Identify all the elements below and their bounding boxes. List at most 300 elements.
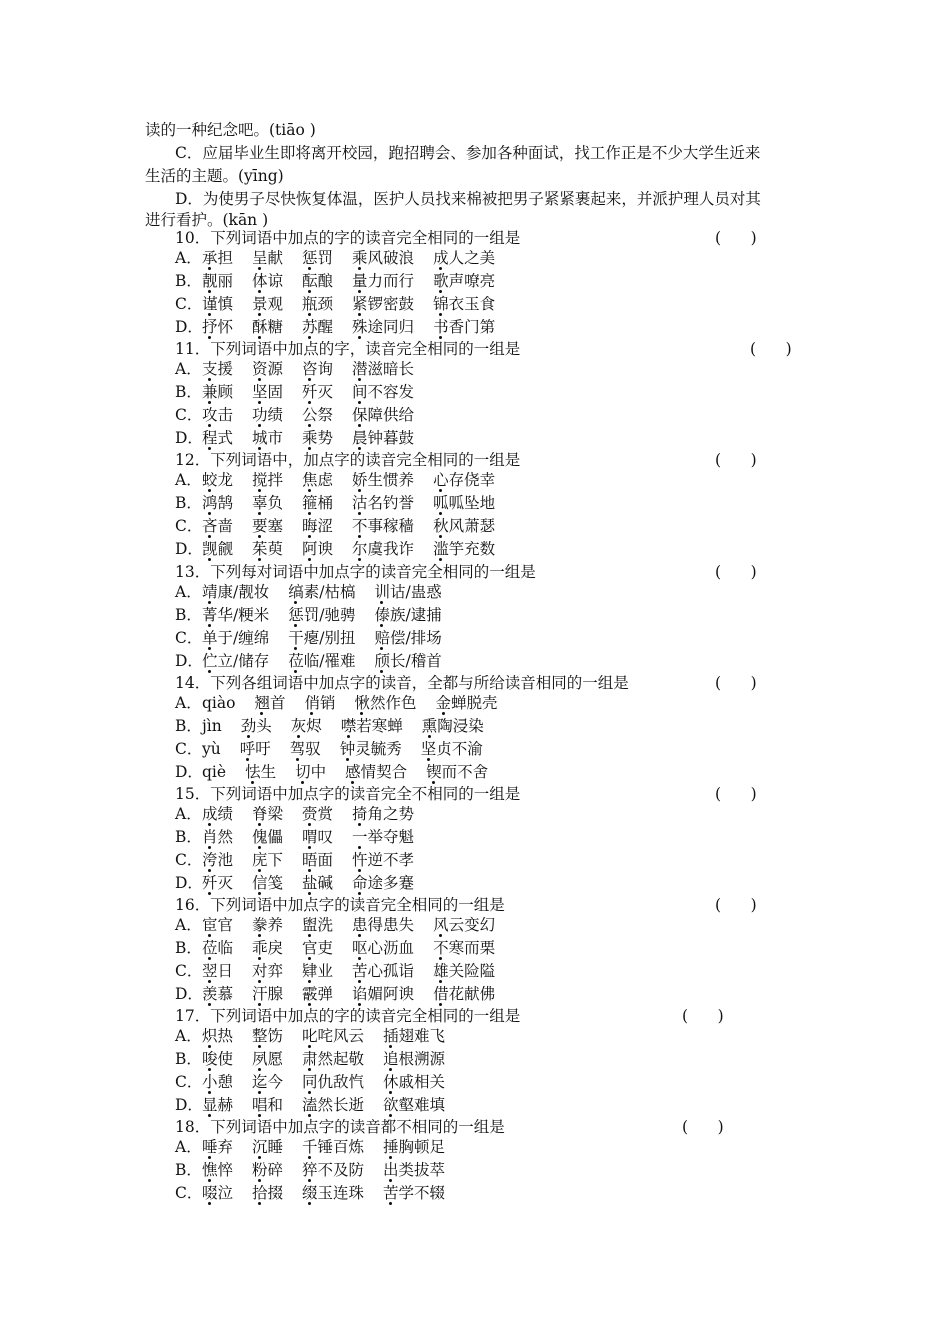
answer-blank[interactable]: ( ) <box>682 1118 724 1136</box>
emphasis-dot <box>296 758 299 761</box>
emphasis-dot <box>439 489 442 492</box>
option-word: 靖康/靓妆 <box>202 582 269 602</box>
emphasis-dot <box>258 1156 261 1159</box>
option-word: 庑下 <box>252 850 283 870</box>
emphasis-dot <box>258 558 261 561</box>
emphasis-dot <box>308 1202 311 1205</box>
option-row <box>175 428 433 450</box>
option-word: 支援 <box>202 359 233 379</box>
emphasis-dot <box>208 823 211 826</box>
question-title: 10．下列词语中加点的字的读音完全相同的一组是 <box>175 229 521 247</box>
option-word: 掎角之势 <box>352 804 414 824</box>
option-word: 呼吁 <box>240 739 271 759</box>
option-row <box>175 1137 464 1159</box>
option-word: 训诂/蛊惑 <box>374 582 441 602</box>
question-title: 13．下列每对词语中加点字的读音完全相同的一组是 <box>175 563 536 581</box>
answer-blank[interactable]: ( ) <box>715 674 757 692</box>
option-word: 攻击 <box>202 405 233 425</box>
option-row <box>175 873 433 895</box>
option-word: 颀长/稽首 <box>374 651 441 671</box>
emphasis-dot <box>308 1068 311 1071</box>
option-letter: C． <box>175 517 203 535</box>
option-word: 殊途同归 <box>352 317 414 337</box>
option-row <box>175 651 461 673</box>
intro-line: 生活的主题。(yīng) <box>145 167 284 185</box>
option-letter: C． <box>175 295 203 313</box>
emphasis-dot <box>258 424 261 427</box>
option-word: 豢养 <box>252 915 283 935</box>
option-letter: D． <box>175 985 203 1003</box>
option-letter: C． <box>175 962 203 980</box>
option-word: 沽名钓誉 <box>352 493 414 513</box>
option-word: 肃然起敬 <box>302 1049 364 1069</box>
answer-blank[interactable]: ( ) <box>715 563 757 581</box>
question-title: 17．下列词语中加点的字的读音完全相同的一组是 <box>175 1007 521 1025</box>
option-word: 唆使 <box>202 1049 233 1069</box>
option-row <box>175 1095 464 1117</box>
option-letter: B． <box>175 1161 202 1179</box>
option-word: 体谅 <box>252 271 283 291</box>
option-word: 乘风破浪 <box>352 248 414 268</box>
emphasis-dot <box>358 823 361 826</box>
emphasis-dot <box>442 712 445 715</box>
emphasis-dot <box>208 424 211 427</box>
emphasis-dot <box>427 758 430 761</box>
emphasis-dot <box>308 424 311 427</box>
option-word: 雄关险隘 <box>433 961 495 981</box>
option-word: 命途多蹇 <box>352 873 414 893</box>
option-word: 吝啬 <box>202 516 233 536</box>
emphasis-dot <box>439 980 442 983</box>
option-word: 心存侥幸 <box>433 470 495 490</box>
option-row <box>175 582 461 604</box>
option-word: 熏陶浸染 <box>422 716 484 736</box>
option-word: 患得患失 <box>352 915 414 935</box>
option-word: 夙愿 <box>252 1049 283 1069</box>
option-word: 茱萸 <box>252 539 283 559</box>
option-word: 保障供给 <box>352 405 414 425</box>
emphasis-dot <box>389 1045 392 1048</box>
emphasis-dot <box>258 489 261 492</box>
question-title: 11．下列词语中加点的字，读音完全相同的一组是 <box>175 340 521 358</box>
option-word: 滥竽充数 <box>433 539 495 559</box>
option-row <box>175 539 514 561</box>
emphasis-dot <box>258 290 261 293</box>
option-word: 谨慎 <box>202 294 233 314</box>
option-word: 一举夺魁 <box>352 827 414 847</box>
option-word: 噤若寒蝉 <box>341 716 403 736</box>
option-row <box>175 804 433 826</box>
option-row <box>175 1072 464 1094</box>
emphasis-dot <box>308 1045 311 1048</box>
option-word: 书香门第 <box>433 317 495 337</box>
option-letter: A． <box>175 1027 202 1045</box>
emphasis-dot <box>208 647 211 650</box>
emphasis-dot <box>389 1068 392 1071</box>
option-word: 城市 <box>252 428 283 448</box>
emphasis-dot <box>208 558 211 561</box>
option-word: 呱呱坠地 <box>433 493 495 513</box>
emphasis-dot <box>208 313 211 316</box>
question-title: 15．下列词语中加点字的读音完全不相同的一组是 <box>175 785 521 803</box>
option-letter: A． <box>175 360 202 378</box>
emphasis-dot <box>258 957 261 960</box>
emphasis-dot <box>258 267 261 270</box>
answer-blank[interactable]: ( ) <box>715 896 757 914</box>
option-word: 翌日 <box>202 961 233 981</box>
option-letter: A． <box>175 916 202 934</box>
option-word: 莅临/罹难 <box>288 651 355 671</box>
option-word: 晦涩 <box>302 516 333 536</box>
emphasis-dot <box>308 290 311 293</box>
emphasis-dot <box>439 558 442 561</box>
emphasis-dot <box>358 957 361 960</box>
emphasis-dot <box>358 558 361 561</box>
emphasis-dot <box>258 869 261 872</box>
option-row <box>175 359 433 381</box>
emphasis-dot <box>208 535 211 538</box>
option-word: 唾弃 <box>202 1137 233 1157</box>
emphasis-dot <box>380 647 383 650</box>
option-word: 赍赏 <box>302 804 333 824</box>
option-row <box>175 470 514 492</box>
option-word: 兼顾 <box>202 382 233 402</box>
emphasis-dot <box>258 1045 261 1048</box>
option-word: 洿池 <box>202 850 233 870</box>
option-word: 风云变幻 <box>433 915 495 935</box>
option-word: 程式 <box>202 428 233 448</box>
option-word: 对弈 <box>252 961 283 981</box>
intro-line: D．为使男子尽快恢复体温，医护人员找来棉被把男子紧紧裹起来，并派护理人员对其 <box>175 190 761 208</box>
emphasis-dot <box>439 934 442 937</box>
option-word: 不寒而栗 <box>433 938 495 958</box>
option-word: 霰弹 <box>302 984 333 1004</box>
option-word: 羡慕 <box>202 984 233 1004</box>
option-letter: A． <box>175 1138 202 1156</box>
option-letter: B． <box>175 606 202 624</box>
answer-blank[interactable]: ( ) <box>715 785 757 803</box>
emphasis-dot <box>347 735 350 738</box>
emphasis-dot <box>258 1202 261 1205</box>
option-letter: C． <box>175 629 203 647</box>
option-word: 苦学不辍 <box>383 1183 445 1203</box>
option-word: 菁华/粳米 <box>202 605 269 625</box>
option-word: 赔偿/排场 <box>374 628 441 648</box>
option-word: 叱咤风云 <box>302 1026 364 1046</box>
emphasis-dot <box>208 957 211 960</box>
option-row <box>175 605 461 627</box>
option-word: 干瘪/别扭 <box>288 628 355 648</box>
emphasis-dot <box>439 267 442 270</box>
emphasis-dot <box>208 601 211 604</box>
emphasis-dot <box>308 489 311 492</box>
option-word: 呕心沥血 <box>352 938 414 958</box>
option-word: 莅临 <box>202 938 233 958</box>
option-word: 同仇敌忾 <box>302 1072 364 1092</box>
option-word: 呈献 <box>252 248 283 268</box>
option-word: 谄媚阿谀 <box>352 984 414 1004</box>
option-word: 插翅难飞 <box>383 1026 445 1046</box>
option-word: 汗腺 <box>252 984 283 1004</box>
emphasis-dot <box>258 980 261 983</box>
option-word: 坚固 <box>252 382 283 402</box>
option-word: 辜负 <box>252 493 283 513</box>
emphasis-dot <box>294 647 297 650</box>
option-word: 驾驭 <box>290 739 321 759</box>
emphasis-dot <box>308 869 311 872</box>
option-word: 缟素/枯槁 <box>288 582 355 602</box>
option-word: 愀然作色 <box>354 693 416 713</box>
emphasis-dot <box>358 290 361 293</box>
option-row <box>175 382 433 404</box>
emphasis-dot <box>358 980 361 983</box>
option-letter: A． <box>175 583 202 601</box>
option-letter: A． <box>175 249 202 267</box>
option-word: 劲头 <box>241 716 272 736</box>
intro-line: C．应届毕业生即将离开校园，跑招聘会、参加各种面试，找工作正是不少大学生近来 <box>175 144 761 162</box>
option-row <box>175 1049 464 1071</box>
emphasis-dot <box>308 535 311 538</box>
option-letter: A． <box>175 471 202 489</box>
option-letter: D． <box>175 429 203 447</box>
emphasis-dot <box>208 1045 211 1048</box>
emphasis-dot <box>310 712 313 715</box>
emphasis-dot <box>208 934 211 937</box>
option-word: 苏醒 <box>302 317 333 337</box>
option-word: 惩罚/驰骋 <box>288 605 355 625</box>
option-word: 靓丽 <box>202 271 233 291</box>
option-word: 晤面 <box>302 850 333 870</box>
option-word: 量力而行 <box>352 271 414 291</box>
option-word: 千锤百炼 <box>302 1137 364 1157</box>
emphasis-dot <box>358 267 361 270</box>
option-letter: D． <box>175 318 203 336</box>
emphasis-dot <box>358 512 361 515</box>
option-word: 翘首 <box>254 693 285 713</box>
option-word: 怯生 <box>245 762 276 782</box>
emphasis-dot <box>297 735 300 738</box>
option-row <box>175 915 514 937</box>
option-word: 乖戾 <box>252 938 283 958</box>
answer-blank[interactable]: ( ) <box>715 229 757 247</box>
option-word: 搅拌 <box>252 470 283 490</box>
option-word: 傣族/逮捕 <box>374 605 441 625</box>
option-word: 阿谀 <box>302 539 333 559</box>
emphasis-dot <box>246 758 249 761</box>
emphasis-dot <box>208 401 211 404</box>
emphasis-dot <box>380 601 383 604</box>
emphasis-dot <box>208 1068 211 1071</box>
emphasis-dot <box>439 957 442 960</box>
option-word: 成绩 <box>202 804 233 824</box>
option-word: 咨询 <box>302 359 333 379</box>
option-word: 潜滋暗长 <box>352 359 414 379</box>
emphasis-dot <box>308 558 311 561</box>
option-word: 晨钟暮鼓 <box>352 428 414 448</box>
option-word: 溘然长逝 <box>302 1095 364 1115</box>
option-letter: B． <box>175 494 202 512</box>
option-row <box>175 827 433 849</box>
option-word: 感情契合 <box>345 762 407 782</box>
option-word: 肄业 <box>302 961 333 981</box>
emphasis-dot <box>258 934 261 937</box>
emphasis-dot <box>380 624 383 627</box>
option-word: 信笺 <box>252 873 283 893</box>
emphasis-dot <box>439 512 442 515</box>
emphasis-dot <box>358 934 361 937</box>
emphasis-dot <box>358 846 361 849</box>
option-word: 资源 <box>252 359 283 379</box>
emphasis-dot <box>208 1156 211 1159</box>
option-word: 瓶颈 <box>302 294 333 314</box>
option-row <box>175 1183 464 1205</box>
option-word: 憔悴 <box>202 1160 233 1180</box>
option-word: 歼灭 <box>202 873 233 893</box>
option-word: 娇生惯养 <box>352 470 414 490</box>
option-word: 成人之美 <box>433 248 495 268</box>
option-row <box>175 762 507 784</box>
option-word: yù <box>202 740 221 758</box>
emphasis-dot <box>258 313 261 316</box>
option-word: 迄今 <box>252 1072 283 1092</box>
option-row <box>175 271 514 293</box>
option-row <box>175 493 514 515</box>
option-word: 承担 <box>202 248 233 268</box>
intro-line: 进行看护。(kān ) <box>145 211 269 229</box>
emphasis-dot <box>389 1156 392 1159</box>
option-word: 要塞 <box>252 516 283 536</box>
option-word: 金蝉脱壳 <box>436 693 498 713</box>
option-word: 景观 <box>252 294 283 314</box>
option-letter: C． <box>175 851 203 869</box>
emphasis-dot <box>308 980 311 983</box>
option-letter: D． <box>175 1096 203 1114</box>
option-letter: B． <box>175 939 202 957</box>
option-row <box>175 248 514 270</box>
option-word: 鸿鹄 <box>202 493 233 513</box>
emphasis-dot <box>208 290 211 293</box>
option-row <box>175 1160 464 1182</box>
emphasis-dot <box>208 980 211 983</box>
option-row <box>175 628 461 650</box>
question-title: 16．下列词语中加点字的读音完全相同的一组是 <box>175 896 505 914</box>
option-letter: B． <box>175 272 202 290</box>
option-word: 锦衣玉食 <box>433 294 495 314</box>
option-letter: C． <box>175 1184 203 1202</box>
option-word: 灰烬 <box>291 716 322 736</box>
option-word: 脊梁 <box>252 804 283 824</box>
option-word: 觊觎 <box>202 539 233 559</box>
option-word: 箍桶 <box>302 493 333 513</box>
option-row <box>175 516 514 538</box>
option-letter: D． <box>175 540 203 558</box>
option-word: 惩罚 <box>302 248 333 268</box>
option-letter: D． <box>175 763 203 781</box>
option-letter: D． <box>175 652 203 670</box>
option-word: 切中 <box>295 762 326 782</box>
option-letter: D． <box>175 874 203 892</box>
option-word: 乘势 <box>302 428 333 448</box>
option-word: 追根溯源 <box>383 1049 445 1069</box>
emphasis-dot <box>258 535 261 538</box>
emphasis-dot <box>208 624 211 627</box>
emphasis-dot <box>389 1179 392 1182</box>
option-word: 欲壑难填 <box>383 1095 445 1115</box>
option-word: 焦虑 <box>302 470 333 490</box>
option-row <box>175 1026 464 1048</box>
option-word: 秋风萧瑟 <box>433 516 495 536</box>
option-row <box>175 938 514 960</box>
emphasis-dot <box>308 267 311 270</box>
emphasis-dot <box>308 823 311 826</box>
emphasis-dot <box>358 535 361 538</box>
option-word: 喟叹 <box>302 827 333 847</box>
option-word: 盐碱 <box>302 873 333 893</box>
emphasis-dot <box>308 313 311 316</box>
emphasis-dot <box>258 401 261 404</box>
option-word: 宦官 <box>202 915 233 935</box>
emphasis-dot <box>389 1202 392 1205</box>
option-row <box>175 984 514 1006</box>
emphasis-dot <box>208 869 211 872</box>
option-letter: A． <box>175 694 202 712</box>
option-word: 出类拔萃 <box>383 1160 445 1180</box>
option-word: 啜泣 <box>202 1183 233 1203</box>
option-letter: B． <box>175 828 202 846</box>
option-word: 拾掇 <box>252 1183 283 1203</box>
option-letter: C． <box>175 406 203 424</box>
option-word: 休戚相关 <box>383 1072 445 1092</box>
question-title: 18．下列词语中加点字的读音都不相同的一组是 <box>175 1118 505 1136</box>
option-word: 忤逆不孝 <box>352 850 414 870</box>
option-word: 不事稼穑 <box>352 516 414 536</box>
option-word: 缀玉连珠 <box>302 1183 364 1203</box>
emphasis-dot <box>308 512 311 515</box>
option-letter: B． <box>175 717 202 735</box>
question-title: 12．下列词语中，加点字的读音完全相同的一组是 <box>175 451 521 469</box>
emphasis-dot <box>208 1091 211 1094</box>
answer-blank[interactable]: ( ) <box>682 1007 724 1025</box>
emphasis-dot <box>258 1068 261 1071</box>
emphasis-dot <box>208 378 211 381</box>
emphasis-dot <box>208 1179 211 1182</box>
emphasis-dot <box>308 378 311 381</box>
option-word: 捶胸顿足 <box>383 1137 445 1157</box>
emphasis-dot <box>258 1091 261 1094</box>
option-word: 尔虞我诈 <box>352 539 414 559</box>
option-row <box>175 405 433 427</box>
option-word: 间不容发 <box>352 382 414 402</box>
option-word: 猝不及防 <box>302 1160 364 1180</box>
answer-blank[interactable]: ( ) <box>715 451 757 469</box>
option-letter: A． <box>175 805 202 823</box>
option-word: 公祭 <box>302 405 333 425</box>
answer-blank[interactable]: ( ) <box>750 340 792 358</box>
option-word: qiè <box>202 763 227 781</box>
option-word: 钟灵毓秀 <box>340 739 402 759</box>
option-row <box>175 294 514 316</box>
emphasis-dot <box>308 1091 311 1094</box>
emphasis-dot <box>428 735 431 738</box>
emphasis-dot <box>308 1179 311 1182</box>
emphasis-dot <box>208 512 211 515</box>
emphasis-dot <box>258 512 261 515</box>
emphasis-dot <box>308 401 311 404</box>
option-word: qiào <box>202 694 236 712</box>
emphasis-dot <box>247 735 250 738</box>
emphasis-dot <box>389 1091 392 1094</box>
option-word: 坚贞不渝 <box>421 739 483 759</box>
